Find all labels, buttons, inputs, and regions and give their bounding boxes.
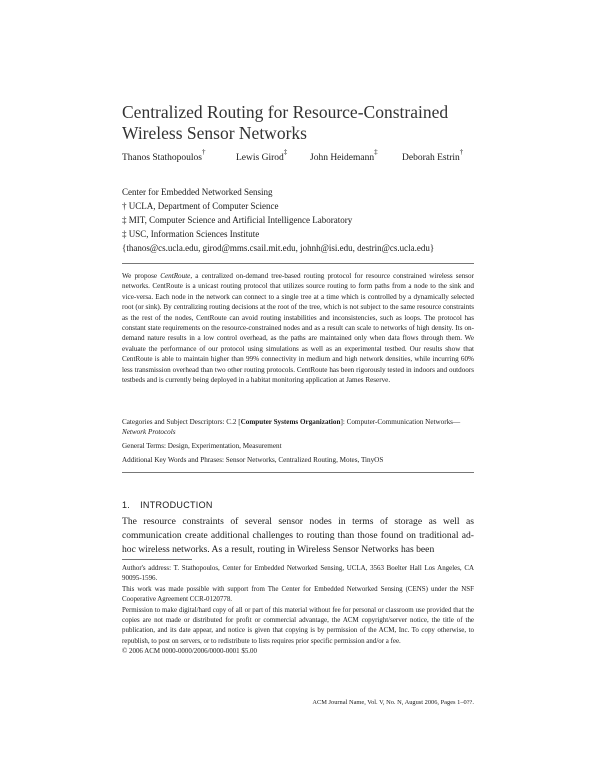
affiliation-ucla: † UCLA, Department of Computer Science <box>122 201 279 211</box>
abstract-bottom-rule <box>122 472 474 473</box>
title-line-2: Wireless Sensor Networks <box>122 123 307 143</box>
general-terms: General Terms: Design, Experimentation, Measurement <box>122 442 282 450</box>
author-3: John Heidemann‡ <box>310 148 378 164</box>
keywords: Additional Key Words and Phrases: Sensor Networks, Centralized Routing, Motes, TinyOS <box>122 456 384 464</box>
author-emails: {thanos@cs.ucla.edu, girod@mms.csail.mit.edu, johnh@isi.edu, destrin@cs.ucla.edu} <box>122 243 435 253</box>
author-1: Thanos Stathopoulos† <box>122 148 206 164</box>
journal-info: ACM Journal Name, Vol. V, No. N, August 2006, Pages 1–0??. <box>312 699 474 706</box>
footnote-rule <box>122 559 192 560</box>
author-2: Lewis Girod‡ <box>236 148 288 164</box>
author-list <box>122 150 482 166</box>
footnotes <box>122 563 474 657</box>
footnote-address: Author's address: T. Stathopoulos, Center for Embedded Networked Sensing, UCLA, 3563 Boelter Hall Los Angeles, CA 90095-1596. <box>122 564 474 583</box>
system-name: CentRoute <box>160 272 191 280</box>
introduction-text: The resource constraints of several sensor nodes in terms of storage as well as communication create additional challenges to routing than those found on traditional ad-hoc wireless networks. As a result, routing in Wireless Sensor Networks has been <box>122 516 474 556</box>
paper-title <box>122 102 448 144</box>
affiliation-mit: ‡ MIT, Computer Science and Artificial Intelligence Laboratory <box>122 215 353 225</box>
footnote-support: This work was made possible with support from The Center for Embedded Networked Sensing (CENS) under the NSF Cooperative Agreement CCR-0120778. <box>122 584 474 604</box>
footnote-copyright: © 2006 ACM 0000-0000/2006/0000-0001 $5.00 <box>122 647 257 656</box>
affiliation-usc: ‡ USC, Information Sciences Institute <box>122 229 260 239</box>
affiliation-center: Center for Embedded Networked Sensing <box>122 187 273 197</box>
section-heading-introduction: 1. INTRODUCTION <box>122 500 213 510</box>
abstract: We propose CentRoute, a centralized on-demand tree-based routing protocol for resource constrained wireless sensor networks. CentRoute is a unicast routing protocol that utilizes source routing to form paths from a node to the sink and vice-versa. Each node in the network can connect to a single tree at a time which is controlled by a dynamically selected root (or sink). By centralizing routing decisions at the root of the tree, which is not subject to the same resource constraints as the rest of the nodes, CentRoute can avoid routing instabilities and inconsistencies, such as loops. The protocol has constant state requirements on the resource-constrained nodes and as a result can scale to networks of high density. Its on-demand nature results in a low control overhead, as the paths are maintained only when data flows through them. We evaluate the performance of our protocol using simulations as well as an experimental testbed. Our results show that CentRoute is able to maintain higher than 99% connectivity in medium and high network densities, while incurring 60% less transmission overhead than two other routing protocols. CentRoute has been rigorously tested in indoors and outdoors testbeds and is currently being deployed in a habitat monitoring application at James Reserve. <box>122 272 474 385</box>
affiliations <box>122 185 434 255</box>
abstract-top-rule <box>122 263 474 264</box>
author-4: Deborah Estrin† <box>402 148 464 164</box>
categories: Categories and Subject Descriptors: C.2 [Computer Systems Organization]: Computer-Communication Networks—Network Protocols <box>122 418 461 437</box>
footnote-permission: Permission to make digital/hard copy of all or part of this material without fee for personal or classroom use provided that the copies are not made or distributed for profit or commercial advantage, the ACM copyright/server notice, the title of the publication, and its date appear, and notice is given that copying is by permission of the ACM, Inc. To copy otherwise, to republish, to post on servers, or to redistribute to lists requires prior specific permission and/or a fee. <box>122 605 474 645</box>
title-line-1: Centralized Routing for Resource-Constrained <box>122 102 449 122</box>
